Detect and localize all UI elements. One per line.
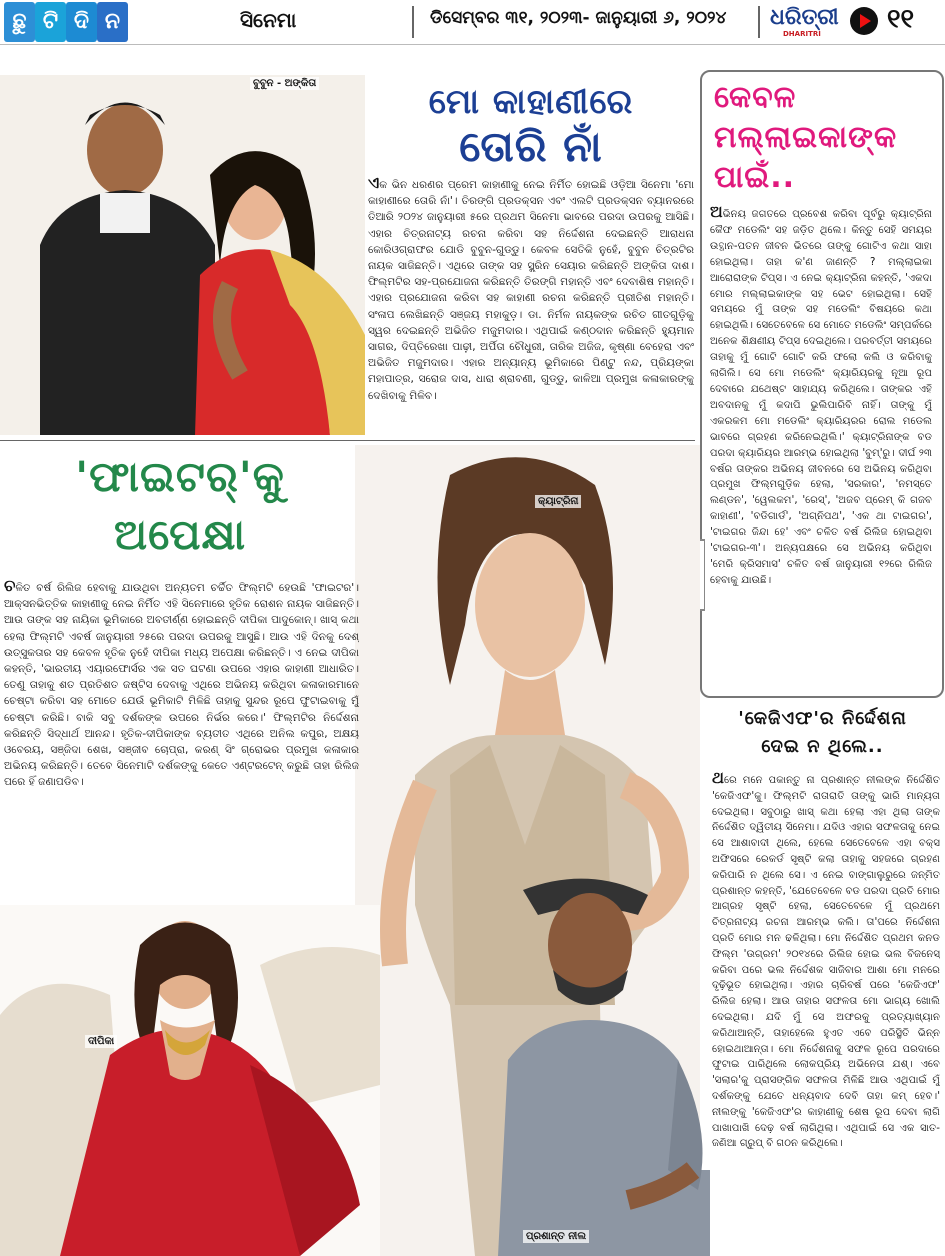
- story1-dropcap: ଏ: [368, 175, 380, 192]
- deepika-photo-caption: ଦୀପିକା: [85, 1035, 117, 1048]
- mallaika-sidebar-box: [700, 70, 944, 698]
- story2-headline-line1: କେବଳ: [714, 80, 797, 115]
- story3-body: [4, 578, 359, 900]
- play-icon: [850, 7, 878, 35]
- story4-body-text: ରେ ମନେ ପକାନ୍ତୁ ନା ପ୍ରଶାନ୍ତ ନୀଲଙ୍କ ନିର୍ଦ୍ଦେଶିତ 'କେଜିଏଫ'କୁ। ଫିଲ୍ମଟି ରାତାରାତି ତାଙ୍କୁ ଭାରି ମାନ୍ୟତା ଦେଇଥିଲା। ସବୁଠାରୁ ଖାସ୍ କଥା ହେଲା ଏହା ଥିଲା ତାଙ୍କ ନିର୍ଦ୍ଦେଶିତ ଦ୍ୱିତୀୟ ସିନେମା। ଯଦିଓ ଏହାର ସଫଳତାକୁ ନେଇ ସେ ଆଶାବାଦୀ ଥିଲେ, ହେଲେ ସେତେବେଳେ ଏହା ବକ୍ସ ଅଫିସରେ ରେକର୍ଡ ସୃଷ୍ଟି କଲା ତାହାକୁ ସହଜରେ ଗ୍ରହଣ କରିପାରି ନ ଥିଲେ ସେ। ଏ ନେଇ ବାଙ୍ଗାଲୁରୁରେ ଜନ୍ମିତ ପ୍ରଶାନ୍ତ କହନ୍ତି, 'ଯେତେବେଳେ ବଡ ପରଦା ପ୍ରତି ମୋର ଆଗ୍ରହ ସୃଷ୍ଟି ହେଲା, ସେତେବେଳେ ମୁଁ ପ୍ରଥମେ ଚିତ୍ରନାଟ୍ୟ ରଚନା ଆରମ୍ଭ କଲି। ତା'ପରେ ନିର୍ଦ୍ଦେଶନା ପ୍ରତି ମୋର ମନ ଢଳିଥିଲା। ମୋ ନିର୍ଦ୍ଦେଶିତ ପ୍ରଥମ କନଡ ଫିଲ୍ମ 'ଉଗ୍ରମ' ୨୦୧୪ରେ ରିଲିଜ ହୋଇ ଭଲ ବିଜନେସ୍ କରିବା ପରେ ଭଲ ନିର୍ଦ୍ଦେଶକ ସାଜିବାର ଆଶା ମୋ ମନରେ ଦୃଢ଼ିଭୂତ ହୋଇଥିଲା। ଏହାର ଚାରିବର୍ଷ ପରେ 'କେଜିଏଫ' ରିଲିଜ ହେଲା। ଆଉ ତାହାର ସଫଳତା ମୋ ଭାଗ୍ୟ ଖୋଲି ଦେଇଥିଲା। ଯଦି ମୁଁ ସେ ଅଫରକୁ ପ୍ରତ୍ୟାଖ୍ୟାନ କରିଥାଆନ୍ତି, ତାହାହେଲେ ହୁଏତ ଏବେ ପରିସ୍ଥିତି ଭିନ୍ନ ହୋଇଥାଆନ୍ତା। ମୋ ନିର୍ଦ୍ଦେଶନାକୁ ସଫଳ ରୂପେ ପରଦାରେ ଫୁଟାଇ ପାରିଥିଲେ ଲୋକପ୍ରିୟ ଅଭିନେତା ଯଶ୍। ଏବେ 'ସଲାର'କୁ ପ୍ରାସଙ୍ଗିକ ସଫଳତା ମିଳିଛି ଆଉ ଏଥିପାଇଁ ମୁଁ ଦର୍ଶକଙ୍କୁ ଯେତେ ଧନ୍ୟବାଦ ଦେବି ତାହା କମ୍ ହେବ।' ନୀଲଙ୍କୁ 'କେଜିଏଫ'ର କାହାଣୀକୁ ଶେଷ ରୂପ ଦେବା ଲାଗି ପାଖାପାଖି ଦେଢ଼ ବର୍ଷ ଲାଗିଥିଲା। ଏଥିପାଇଁ ସେ ଏକ ସାତ-ଜଣିଆ ଗ୍ରୁପ୍ ବି ଗଠନ କରିଥିଲେ।: [712, 775, 940, 1150]
- page-number: ୧୧: [887, 4, 915, 34]
- story3-headline-line2: ଅପେକ୍ଷା: [113, 510, 247, 559]
- couple-photo-caption: ବୁବୁନ - ଅଙ୍କିତା: [250, 77, 319, 90]
- deepika-illustration: [0, 905, 380, 1256]
- logo-letter: ଛୁ: [4, 2, 35, 42]
- story2-dropcap: ଅ: [710, 204, 723, 221]
- story4-dropcap: ଥ: [712, 770, 724, 787]
- section-divider: [0, 440, 695, 441]
- story3-body-text: ଳିତ ବର୍ଷ ରିଲିଜ ହେବାକୁ ଯାଉଥିବା ଅନ୍ୟତମ ଚର୍ଚ୍ଚିତ ଫିଲ୍ମଟି ହେଉଛି 'ଫାଇଟର'। ଆକ୍ସନଭିତ୍ତିକ କାହାଣୀକୁ ନେଇ ନିର୍ମିତ ଏହି ସିନେମାରେ ହୃତିକ ରୋଶନ ନାୟକ ସାଜିଛନ୍ତି। ଆଉ ତାଙ୍କ ସହ ନାୟିକା ଭୂମିକାରେ ଅବତୀର୍ଣ୍ଣ ହୋଇଛନ୍ତି ଦୀପିକା ପାଦୁକୋନ୍। ଖାସ୍ କଥା ହେଲା ଫିଲ୍ମଟି ଏବର୍ଷ ଜାନୁୟାରୀ ୨୫ରେ ପରଦା ଉପରକୁ ଆସୁଛି। ଆଉ ଏହି ଦିନକୁ ଦେଶ୍ ଉତ୍ସୁକତାର ସହ କେବଳ ହୃତିକ ନୁହେଁ ଦୀପିକା ମଧ୍ୟ ଅପେକ୍ଷା କରିଛନ୍ତି। ଏ ନେଇ ଦୀପିକା କହନ୍ତି, 'ଭାରତୀୟ ଏୟାରଫୋର୍ସର ଏକ ସତ ଘଟଣା ଉପରେ ଏହାର କାହାଣୀ ଆଧାରିତ। ତେଣୁ ତାହାକୁ ଶତ ପ୍ରତିଶତ ଜଷ୍ଟିସ ଦେବାକୁ ଏଥିରେ ଅଭିନୟ କରିଥିବା କଳାକାରମାନେ ଚେଷ୍ଟା କରିବା ସହ ମୋତେ ଯେଉଁ ଭୂମିକାଟି ମିଳିଛି ତାହାକୁ ସୁନ୍ଦର ରୂପେ ଫୁଟାଇବାକୁ ମୁଁ ଚେଷ୍ଟା କରିଛି। ବାକି ସବୁ ଦର୍ଶକଙ୍କ ଉପରେ ନିର୍ଭର କରେ।' ଫିଲ୍ମଟିର ନିର୍ଦ୍ଦେଶନା କରିଛନ୍ତି ସିଦ୍ଧାର୍ଥ ଆନନ୍ଦ। ହୃତିକ-ଦୀପିକାଙ୍କ ବ୍ୟତୀତ ଏଥିରେ ଅନିଲ କପୁର, ଅକ୍ଷୟ ଓବେରୟ, ସଞ୍ଜିଦା ଶେଖ, ସଞ୍ଜୀବ ଚୋପ୍ରା, କରଣ୍ ସିଂ ଗ୍ରୋଭର ପ୍ରମୁଖ କଳାକାର ଅଭିନୟ କରିଛନ୍ତି। ତେବେ ସିନେମାଟି ଦର୍ଶକଙ୍କୁ କେତେ ଏଣ୍ଟରଟେନ୍ କରୁଛି ତାହା ରିଲିଜ ପରେ ହିଁ ଜଣାପଡିବ।: [4, 582, 359, 789]
- prashanth-photo-caption: ପ୍ରଶାନ୍ତ ନୀଲ: [523, 1230, 589, 1243]
- header-divider: [758, 6, 760, 38]
- section-name: ସିନେମା: [240, 8, 297, 32]
- couple-illustration: [0, 75, 365, 435]
- logo-letter: ଦି: [66, 2, 97, 42]
- story3-headline-line1: 'ଫାଇଟର୍'କୁ: [75, 452, 285, 501]
- page-header: [0, 0, 945, 45]
- brand-subtitle: DHARITRI: [783, 30, 821, 38]
- brand-logo: ଧରିତ୍ରୀ: [770, 4, 839, 30]
- story1-body: [368, 175, 694, 437]
- logo-letter: ନ: [97, 2, 128, 42]
- story2-headline-line3: ପାଇଁ..: [714, 160, 796, 195]
- story1-body-text: କ ଭିନ ଧରଣର ପ୍ରେମ କାହାଣୀକୁ ନେଇ ନିର୍ମିତ ହୋଇଛି ଓଡ଼ିଆ ସିନେମା 'ମୋ କାହାଣୀରେ ତୋରି ନାଁ'। ତିରଙ୍ଗି ପ୍ରଡକ୍ସନ ଏବଂ ଏଲଟି ପ୍ରଡକ୍ସନ ବ୍ୟାନରରେ ତିଆରି ୨୦୨୪ ଜାନୁୟାରୀ ୫ରେ ପ୍ରଥମ ସିନେମା ଭାବରେ ପରଦା ଉପରକୁ ଆସିଛି। ଏହାର ଚିତ୍ରନାଟ୍ୟ ରଚନା କରିବା ସହ ନିର୍ଦ୍ଦେଶନା ଦେଇଛନ୍ତି ଆରାଧନା କୋରିଓଗ୍ରାଫର ଯୋଡି ବୁବୁନ-ଗୁଡ୍ଡୁ। କେବଳ ସେତିକି ନୁହେଁ, ବୁବୁନ ଚିତ୍ରଟିର ନାୟକ ସାଜିଛନ୍ତି। ଏଥିରେ ତାଙ୍କ ସହ ସ୍କ୍ରିନ ସେୟାର କରିଛନ୍ତି ଅଙ୍କିତା ଦାଶ। ଫିଲ୍ମଟିର ସହ-ପ୍ରଯୋଜନା କରିଛନ୍ତି ତିରଙ୍ଗି ମହାନ୍ତି ଏବଂ ଦେବାଶିଷ ମହାନ୍ତି। ଏହାର ପ୍ରଯୋଜନା କରିବା ସହ କାହାଣୀ ରଚନା କରିଛନ୍ତି ପ୍ରୀତିଶ ମହାନ୍ତି। ସଂଳାପ ଲେଖିଛନ୍ତି ସଞ୍ଜୟ ମହାକୁଡ଼। ଡା. ନିର୍ମଳ ନାୟକଙ୍କ ରଚିତ ଗୀତଗୁଡ଼ିକୁ ସ୍ୱର ଦେଇଛନ୍ତି ଅଭିଜିତ ମଜୁମଦାର। ଏଥିପାଇଁ କଣ୍ଠଦାନ କରିଛନ୍ତି ହ୍ୟୁମାନ ସାଗର, ଦିପ୍ତିରେଖା ପାଢ଼ୀ, ଅର୍ପିତା ଚୌଧୁରୀ, ତାରିକ ଅଜିଜ, କୃଷ୍ଣା ବେହେରା ଏବଂ ଅଭିଜିତ ମଜୁମଦାର। ଏହାର ଅନ୍ୟାନ୍ୟ ଭୂମିକାରେ ପିଣ୍ଟୁ ନନ୍ଦ, ପ୍ରିୟଙ୍କା ମହାପାତ୍ର, ସରୋଜ ଦାସ, ଧାରା ଶ୍ରାବଣୀ, ଗୁଡ୍ଡୁ, କାଳିଆ ପ୍ରମୁଖ କଳାକାରଙ୍କୁ ଦେଖିବାକୁ ମିଳିବ।: [368, 179, 694, 402]
- date-range: ଡିସେମ୍ବର ୩୧, ୨୦୨୩- ଜାନୁୟାରୀ ୬, ୨୦୨୪: [430, 8, 727, 28]
- story2-headline-line2: ମଲ୍ଲାଇକାଙ୍କ: [714, 120, 898, 155]
- story2-body-text: ଭିନୟ ଜଗତରେ ପ୍ରବେଶ କରିବା ପୂର୍ବରୁ କ୍ୟାଟ୍ରିନା କୈଫ ମଡେଲିଂ ସହ ଜଡ଼ିତ ଥିଲେ। କିନ୍ତୁ ସେହି ସମୟର ଉତ୍ଥାନ-ପତନ ଜୀବନ ଭିତରେ ତାଙ୍କୁ ଗୋଟିଏ କଥା ସାହା ହୋଇଥିଲା। ତାହା କ'ଣ ଜାଣନ୍ତି ? ମଲ୍ଲାଇକା ଆରୋରାଙ୍କ ଟିପ୍ସ। ଏ ନେଇ କ୍ୟାଟ୍ରିନା କହନ୍ତି, 'ଏକଦା ମୋର ମଲ୍ଲାଇକାଙ୍କ ସହ ଭେଟ ହୋଇଥିଲା। ସେହି ସମୟରେ ମୁଁ ତାଙ୍କ ସହ ମଡେଲିଂ ବିଷୟରେ କଥା ହୋଇଥିଲି। ସେତେବେଳେ ସେ ମୋତେ ମଡେଲିଂ ସମ୍ପର୍କରେ ଅନେକ ଶିକ୍ଷଣୀୟ ଟିପ୍ସ ଦେଇଥିଲେ। ପରବର୍ତ୍ତୀ ସମୟରେ ତାହାକୁ ମୁଁ ଗୋଟି ଗୋଟି କରି ଫଲୋ କଲି ଓ କରିବାକୁ ଲାଗିଲି। ସେ ମୋ ମଡେଲିଂ କ୍ୟାରିୟରକୁ ନୂଆ ରୂପ ଦେବାରେ ଯଥେଷ୍ଟ ସାହାଯ୍ୟ କରିଥିଲେ। ତାଙ୍କର ଏହି ଅବଦାନକୁ ମୁଁ କଦାପି ଭୁଲିପାରିବି ନାହିଁ। ତାଙ୍କୁ ମୁଁ ଏକରକମ ମୋ ମଡେଲିଂ କ୍ୟାରିୟରର ରୋଲ ମଡେଲ ଭାବରେ ଗ୍ରହଣ କରିନେଇଥିଲି।' କ୍ୟାଟ୍ରିନାଙ୍କ ବଡ ପରଦା କ୍ୟାରିୟର ଆରମ୍ଭ ହୋଇଥିଲା 'ବୁମ୍'ରୁ। ଦୀର୍ଘ ୨୩ ବର୍ଷର ତାଙ୍କର ଅଭିନୟ ଜୀବନରେ ସେ ଅଭିନୟ କରିଥିବା ପ୍ରମୁଖ ଫିଲ୍ମଗୁଡ଼ିକ ହେଲା, 'ସରକାର', 'ନମସ୍ତେ ଲଣ୍ଡନ', 'ୱେଲକମ', 'ରେସ୍', 'ଅଜବ ପ୍ରେମ୍ କି ଗଜବ କାହାଣୀ', 'ବଡିଗାର୍ଡ', 'ଅଗ୍ନିପଥ', 'ଏକ ଥା ଟାଇଗର', 'ଟାଇଗର ଜିନ୍ଦା ହେ' ଏବଂ ଚଳିତ ବର୍ଷ ରିଲିଜ ହୋଇଥିବା 'ଟାଇଗର-୩'। ଅନ୍ୟପକ୍ଷରେ ସେ ଅଭିନୟ କରିଥିବା 'ମେରି କ୍ରିସମାସ' ଚଳିତ ବର୍ଷ ଜାନୁୟାରୀ ୧୨ରେ ରିଲିଜ ହେବାକୁ ଯାଉଛି।: [710, 209, 932, 586]
- story2-body: [710, 204, 932, 688]
- katrina-photo-caption: କ୍ୟାଟ୍ରିନା: [535, 495, 581, 508]
- prashanth-illustration: [478, 870, 710, 1256]
- logo: [4, 0, 128, 42]
- deepika-photo: [0, 905, 380, 1256]
- prashanth-photo: [478, 870, 710, 1256]
- logo-letter: ଟି: [35, 2, 66, 42]
- story4-headline-line2: ଦେଇ ନ ଥିଲେ..: [761, 736, 884, 757]
- header-divider: [412, 6, 414, 38]
- story1-headline-line1: ମୋ କାହାଣୀରେ: [428, 82, 634, 122]
- couple-photo: [0, 75, 365, 435]
- story3-dropcap: ଚ: [4, 578, 16, 595]
- story4-body: [712, 770, 940, 1250]
- story1-headline-line2: ତୋରି ନାଁ: [459, 122, 603, 171]
- story4-headline-line1: 'କେଜିଏଫ'ର ନିର୍ଦ୍ଦେଶନା: [738, 708, 907, 729]
